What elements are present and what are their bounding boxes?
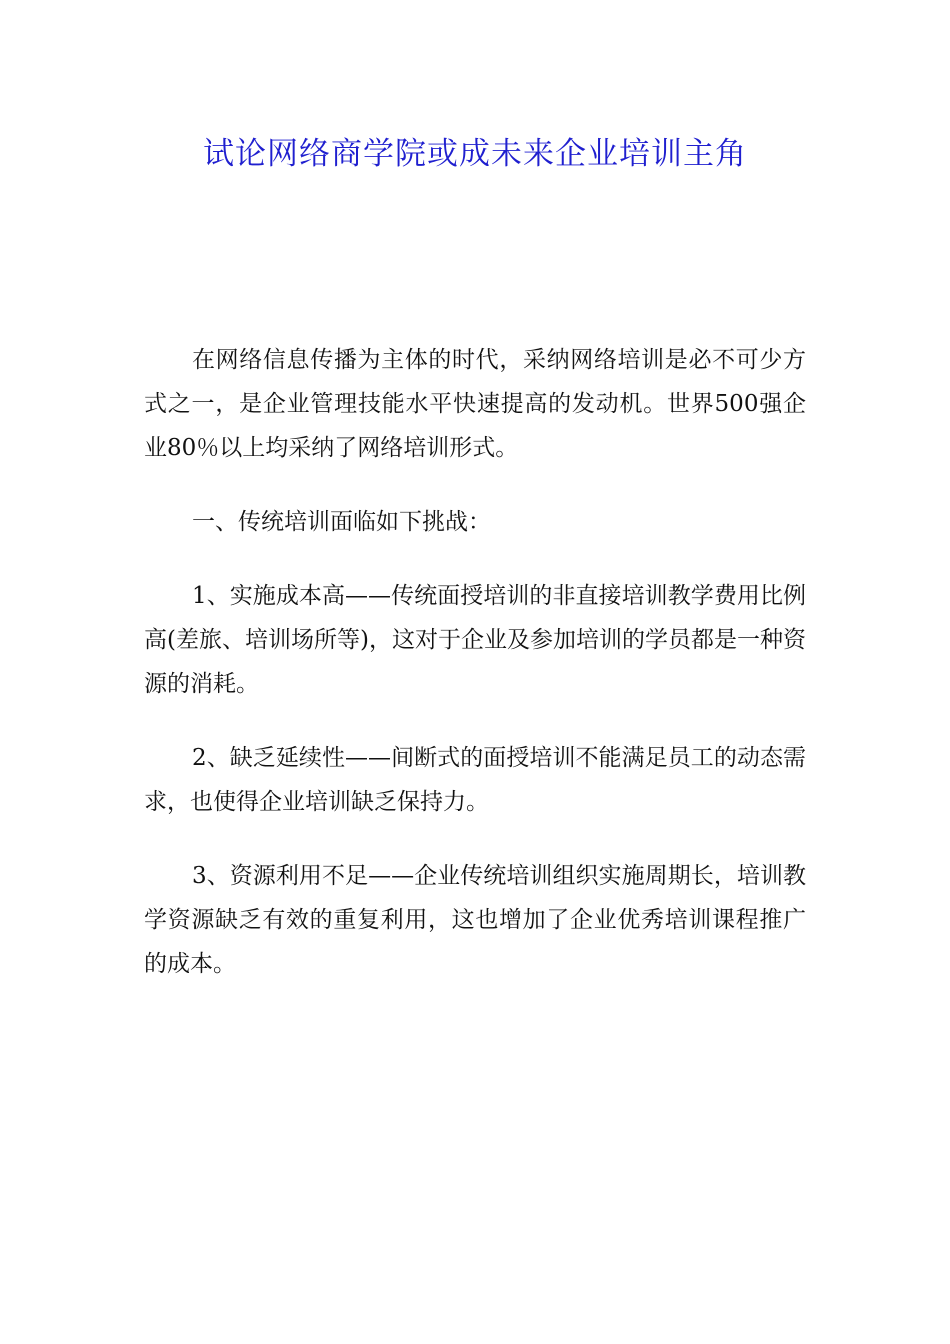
paragraph-point-3: 3、资源利用不足——企业传统培训组织实施周期长，培训教学资源缺乏有效的重复利用，这也增加了企业优秀培训课程推广的成本。 (144, 863, 806, 977)
document-body (144, 338, 806, 986)
document-title: 试论网络商学院或成未来企业培训主角 (203, 136, 747, 172)
section-heading-challenges: 一、传统培训面临如下挑战： (192, 509, 491, 535)
paragraph-intro: 在网络信息传播为主体的时代，采纳网络培训是必不可少方式之一，是企业管理技能水平快速提高的发动机。世界500强企业80％以上均采纳了网络培训形式。 (144, 347, 806, 461)
paragraph-point-2: 2、缺乏延续性——间断式的面授培训不能满足员工的动态需求，也使得企业培训缺乏保持力。 (144, 745, 806, 815)
paragraph-point-1: 1、实施成本高——传统面授培训的非直接培训教学费用比例高(差旅、培训场所等)，这对于企业及参加培训的学员都是一种资源的消耗。 (144, 583, 806, 697)
